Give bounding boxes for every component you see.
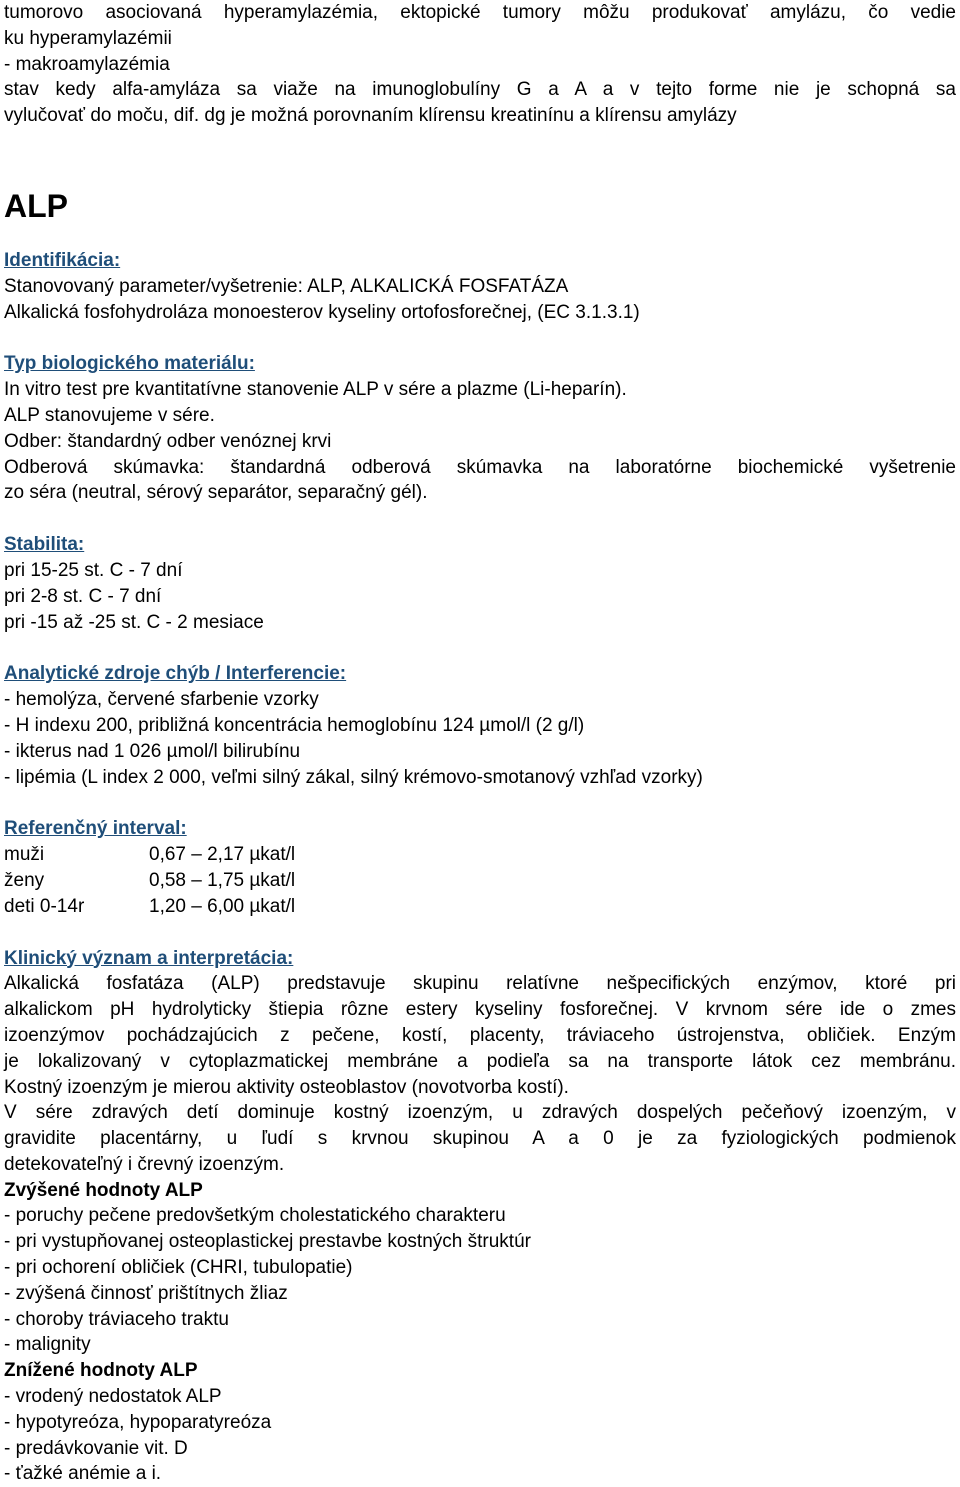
clinical-line: alkalickom pH hydrolyticky štiepia rôzne estery kyseliny fosforečnej. V krvnom sére ide o zmes <box>4 999 956 1021</box>
section-line: - hemolýza, červené sfarbenie vzorky <box>4 689 319 711</box>
clinical-line: izoenzýmov pochádzajúcich z pečene, kostí, placenty, tráviaceho ústrojenstva, obličiek. Enzým <box>4 1024 956 1046</box>
reference-group: ženy <box>4 869 45 891</box>
clinical-line: Kostný izoenzým je mierou aktivity osteoblastov (novotvorba kostí). <box>4 1076 569 1098</box>
reference-range: 1,20 – 6,00 µkat/l <box>149 895 296 917</box>
section-line: Alkalická fosfohydroláza monoesterov kyseliny ortofosforečnej, (EC 3.1.3.1) <box>4 301 640 323</box>
section-line: In vitro test pre kvantitatívne stanovenie ALP v sére a plazme (Li-heparín). <box>4 379 627 401</box>
list-item: - pri vystupňovanej osteoplastickej prestavbe kostných štruktúr <box>4 1231 531 1253</box>
intro-line: vylučovať do moču, dif. dg je možná porovnaním klírensu kreatinínu a klírensu amylázy <box>4 105 737 127</box>
page-title: ALP <box>4 187 68 224</box>
section-line: Stanovovaný parameter/vyšetrenie: ALP, ALKALICKÁ FOSFATÁZA <box>4 275 569 297</box>
reference-row <box>4 868 956 894</box>
clinical-line: je lokalizovaný v cytoplazmatickej membráne a podieľa sa na transporte látok cez membránu. <box>4 1050 956 1072</box>
section-line: - lipémia (L index 2 000, veľmi silný zákal, silný krémovo-smotanový vzhľad vzorky) <box>4 766 703 788</box>
reference-row <box>4 842 956 868</box>
list-item: - predávkovanie vit. D <box>4 1437 188 1459</box>
decreased-heading: Znížené hodnoty ALP <box>4 1360 198 1382</box>
section-line: pri 2-8 st. C - 7 dní <box>4 585 162 607</box>
section-heading: Stabilita: <box>4 534 85 556</box>
reference-range: 0,67 – 2,17 µkat/l <box>149 844 296 866</box>
list-item: - vrodený nedostatok ALP <box>4 1386 222 1408</box>
section-heading: Identifikácia: <box>4 249 121 271</box>
intro-line: ku hyperamylazémii <box>4 27 172 49</box>
intro-line: stav kedy alfa-amyláza sa viaže na imunoglobulíny G a A a v tejto forme nie je schopná sa <box>4 79 956 101</box>
list-item: - pri ochorení obličiek (CHRI, tubulopatie) <box>4 1257 353 1279</box>
reference-group: deti 0-14r <box>4 895 85 917</box>
list-item: - choroby tráviaceho traktu <box>4 1308 229 1330</box>
increased-heading: Zvýšené hodnoty ALP <box>4 1179 203 1201</box>
intro-line: tumorovo asociovaná hyperamylazémia, ektopické tumory môžu produkovať amylázu, čo vedie <box>4 2 956 23</box>
clinical-line: V sére zdravých detí dominuje kostný izoenzým, u zdravých dospelých pečeňový izoenzým, v <box>4 1102 956 1124</box>
clinical-section <box>4 946 956 1487</box>
list-item: - malignity <box>4 1334 91 1356</box>
identification-section <box>4 248 956 325</box>
clinical-line: Alkalická fosfatáza (ALP) predstavuje skupinu relatívne nešpecifických enzýmov, ktoré pri <box>4 973 956 995</box>
section-line: pri -15 až -25 st. C - 2 mesiace <box>4 611 264 633</box>
section-heading: Klinický význam a interpretácia: <box>4 947 294 969</box>
section-line: - H indexu 200, približná koncentrácia hemoglobínu 124 µmol/l (2 g/l) <box>4 714 585 736</box>
list-item: - hypotyreóza, hypoparatyreóza <box>4 1411 272 1433</box>
interference-section <box>4 661 956 790</box>
section-line: - ikterus nad 1 026 µmol/l bilirubínu <box>4 740 301 762</box>
reference-row <box>4 894 956 920</box>
list-item: - zvýšená činnosť prištítnych žliaz <box>4 1282 288 1304</box>
reference-section <box>4 816 956 919</box>
section-line: Odberová skúmavka: štandardná odberová skúmavka na laboratórne biochemické vyšetrenie <box>4 456 956 478</box>
list-item: - ťažké anémie a i. <box>4 1463 162 1485</box>
section-line: ALP stanovujeme v sére. <box>4 404 215 426</box>
reference-group: muži <box>4 844 45 866</box>
list-item: - poruchy pečene predovšetkým cholestatického charakteru <box>4 1205 506 1227</box>
reference-range: 0,58 – 1,75 µkat/l <box>149 869 296 891</box>
section-heading: Referenčný interval: <box>4 818 187 840</box>
section-heading: Analytické zdroje chýb / Interferencie: <box>4 663 347 685</box>
clinical-line: gravidite placentárny, u ľudí s krvnou skupinou A a 0 je za fyziologických podmienok <box>4 1128 956 1150</box>
section-line: Odber: štandardný odber venóznej krvi <box>4 430 332 452</box>
clinical-line: detekovateľný i črevný izoenzým. <box>4 1153 285 1175</box>
intro-line: - makroamylazémia <box>4 53 170 75</box>
section-heading: Typ biologického materiálu: <box>4 353 255 375</box>
stability-section <box>4 532 956 635</box>
section-line: zo séra (neutral, sérový separátor, separačný gél). <box>4 482 428 504</box>
material-section <box>4 351 956 506</box>
intro-paragraph <box>4 0 956 129</box>
section-line: pri 15-25 st. C - 7 dní <box>4 559 183 581</box>
